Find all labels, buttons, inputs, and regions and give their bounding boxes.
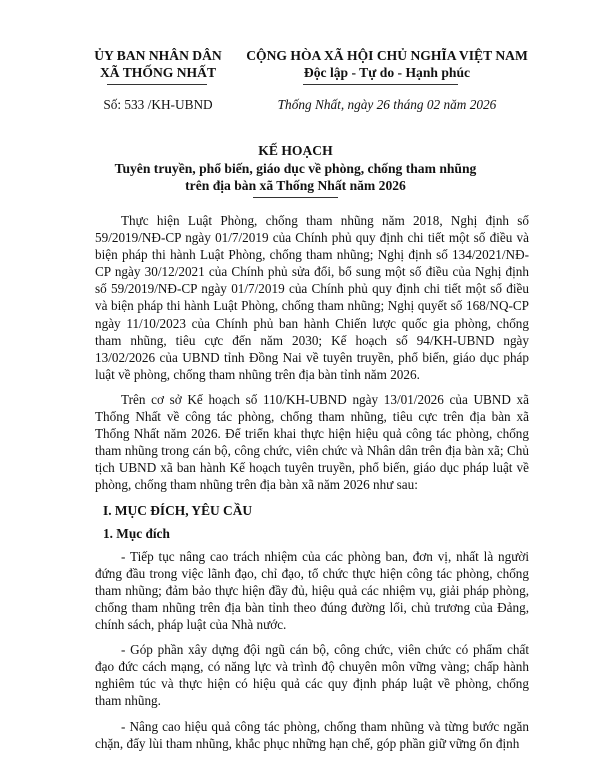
issuing-agency bbox=[60, 47, 256, 81]
motto-underline bbox=[303, 84, 458, 85]
document-body bbox=[95, 212, 529, 760]
document-number: Số: 533 /KH-UBND bbox=[103, 97, 213, 112]
paragraph-legal-basis: Thực hiện Luật Phòng, chống tham nhũng năm 2018, Nghị định số 59/2019/NĐ-CP ngày 01/7/2019 của Chính phủ quy định chi tiết một số điều và biện pháp thi hành Luật Phòng, chống tham nhũng; Nghị định số 134/2021/NĐ-CP ngày 30/12/2021 của Chính phủ sửa đổi, bổ sung một số điều của Nghị định số 59/2019/NĐ-CP ngày 01/7/2019 của Chính phủ quy định chi tiết một số điều và biện pháp thi hành Luật Phòng, chống tham nhũng; Nghị quyết số 168/NQ-CP ngày 11/10/2023 của Chính phủ ban hành Chiến lược quốc gia phòng, chống tham nhũng, tiêu cực đến năm 2030; Kế hoạch số 94/KH-UBND ngày 13/02/2026 của UBND tỉnh Đồng Nai về tuyên truyền, phổ biến, giáo dục pháp luật về phòng, chống tham nhũng trên địa bàn tỉnh năm 2026. bbox=[95, 213, 529, 382]
document-title bbox=[0, 160, 591, 194]
motto-line-1: CỘNG HÒA XÃ HỘI CHỦ NGHĨA VIỆT NAM bbox=[246, 48, 528, 63]
agency-underline bbox=[107, 84, 207, 85]
national-motto bbox=[228, 47, 546, 81]
place-date: Thống Nhất, ngày 26 tháng 02 năm 2026 bbox=[277, 97, 497, 112]
section-heading: I. MỤC ĐÍCH, YÊU CẦU bbox=[103, 502, 253, 518]
title-line-2: trên địa bàn xã Thống Nhất năm 2026 bbox=[185, 178, 406, 193]
agency-line-1: ỦY BAN NHÂN DÂN bbox=[94, 48, 222, 63]
motto-line-2: Độc lập - Tự do - Hạnh phúc bbox=[303, 65, 471, 80]
agency-line-2: XÃ THỐNG NHẤT bbox=[99, 65, 217, 80]
title-line-1: Tuyên truyền, phổ biến, giáo dục về phòng, chống tham nhũng bbox=[114, 161, 477, 176]
paragraph-bullet-2: - Góp phần xây dựng đội ngũ cán bộ, công chức, viên chức có phẩm chất đạo đức cách mạng, có năng lực và trình độ chuyên môn vững vàng; chấp hành nghiêm túc và thực hiện có hiệu quả các quy định pháp luật về phòng, chống tham nhũng. bbox=[95, 642, 529, 709]
paragraph-bullet-1: - Tiếp tục nâng cao trách nhiệm của các phòng ban, đơn vị, nhất là người đứng đầu trong việc lãnh đạo, chỉ đạo, tổ chức thực hiện công tác phòng, chống tham nhũng; đảm bảo thực hiện đầy đủ, hiệu quả các nhiệm vụ, giải pháp phòng, chống tham nhũng trên địa bàn tỉnh theo đúng đường lối, chủ trương của Đảng, chính sách, pháp luật của Nhà nước. bbox=[95, 548, 529, 633]
document-type: KẾ HOẠCH bbox=[258, 143, 333, 158]
paragraph-purpose-intro: Trên cơ sở Kế hoạch số 110/KH-UBND ngày 13/01/2026 của UBND xã Thống Nhất về công tác phòng, chống tham nhũng, tiêu cực trên địa bàn xã Thống Nhất năm 2026. Để triển khai thực hiện hiệu quả công tác phòng, chống tham nhũng trong cán bộ, công chức, viên chức và Nhân dân trên địa bàn xã; Chủ tịch UBND xã ban hành Kế hoạch tuyên truyền, phổ biến, giáo dục pháp luật về phòng, chống tham nhũng trên địa bàn xã năm 2026 như sau: bbox=[95, 391, 529, 493]
title-underline bbox=[253, 197, 338, 198]
paragraph-bullet-3: - Nâng cao hiệu quả công tác phòng, chống tham nhũng và từng bước ngăn chặn, đẩy lùi tham nhũng, khắc phục những hạn chế, góp phần giữ vững ổn định bbox=[95, 718, 529, 751]
subsection-heading: 1. Mục đích bbox=[103, 525, 170, 541]
